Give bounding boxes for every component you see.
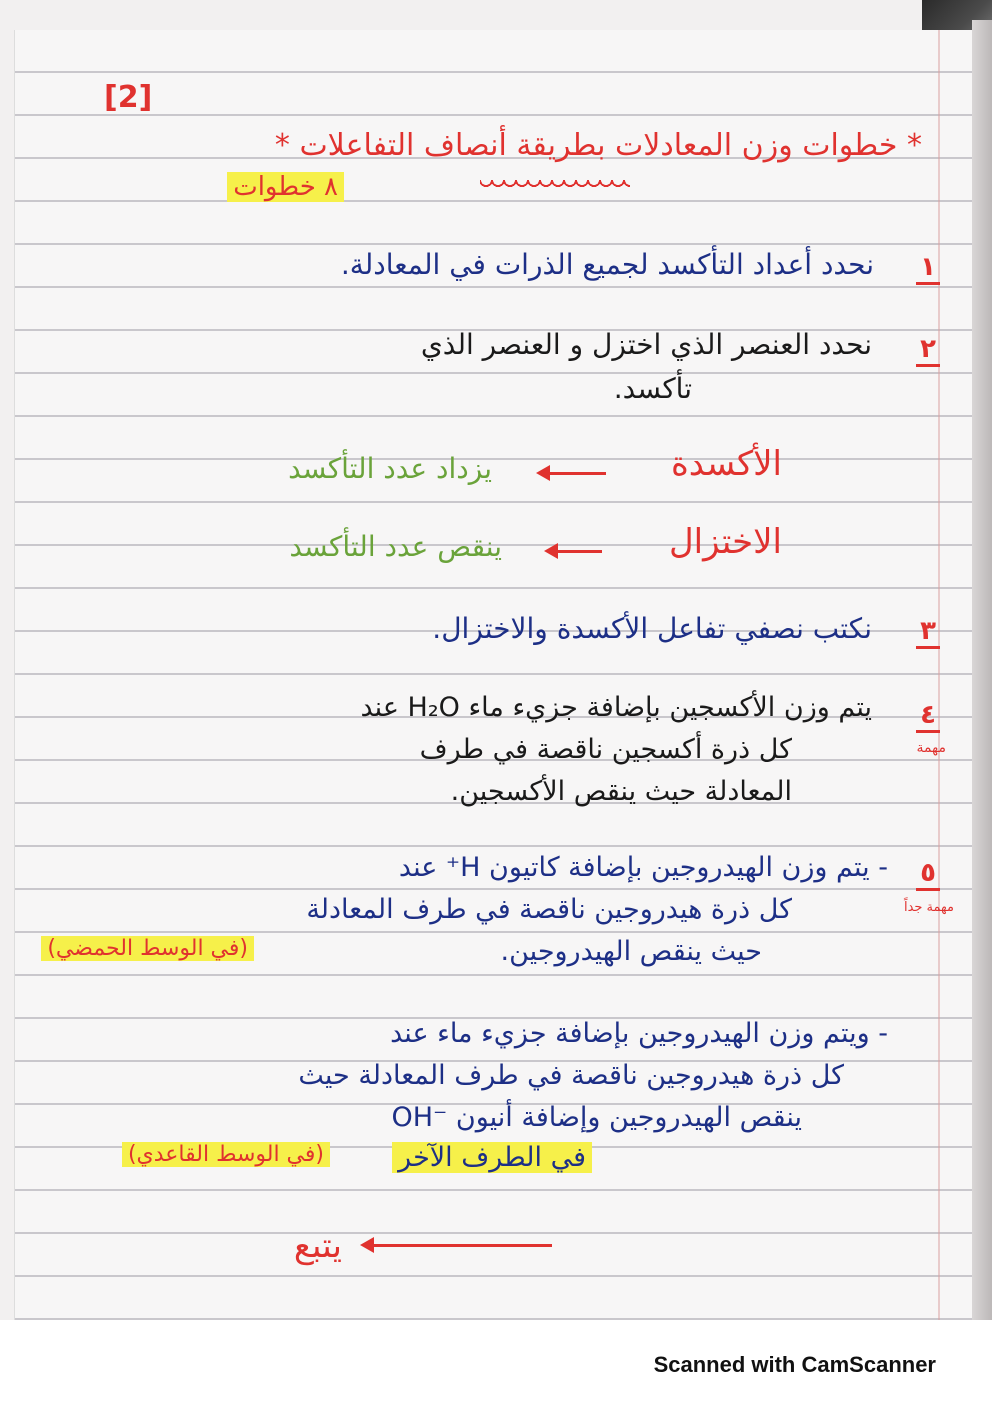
margin-line <box>938 30 940 1320</box>
arrow-reduction <box>556 550 602 553</box>
acid-medium-label: (في الوسط الحمضي) <box>41 936 254 961</box>
base-medium-label: (في الوسط القاعدي) <box>122 1142 330 1167</box>
step-2-number: ٢ <box>916 334 940 367</box>
step-2-line-1: نحدد العنصر الذي اختزل و العنصر الذي <box>420 328 872 361</box>
step-1-text: نحدد أعداد التأكسد لجميع الذرات في المعادلة. <box>340 248 874 281</box>
step-4-note: مهمة <box>916 740 946 756</box>
continue-arrow <box>372 1244 552 1247</box>
arrow-oxidation <box>548 472 606 475</box>
step-5-number: ٥ <box>916 858 940 891</box>
acid-line-2: كل ذرة هيدروجين ناقصة في طرف المعادلة <box>306 894 792 925</box>
step-4-line-2: كل ذرة أكسجين ناقصة في طرف <box>419 734 792 765</box>
step-1-number: ١ <box>916 252 940 285</box>
base-line-3: ينقص الهيدروجين وإضافة أنيون ⁻OH <box>391 1102 802 1133</box>
title-underline <box>480 180 630 190</box>
page-title: * خطوات وزن المعادلات بطريقة أنصاف التفاعلات * <box>274 128 922 163</box>
step-4-line-3: المعادلة حيث ينقص الأكسجين. <box>450 776 792 807</box>
term-reduction: الاختزال <box>668 522 782 562</box>
step-4-number: ٤ <box>916 700 940 733</box>
step-4-line-1: يتم وزن الأكسجين بإضافة جزيء ماء H₂O عند <box>360 692 872 723</box>
step-count-label: ٨ خطوات <box>227 172 344 202</box>
step-2-line-2: تأكسد. <box>613 372 692 405</box>
acid-line-3: حيث ينقص الهيدروجين. <box>500 936 762 967</box>
page-label: [2] <box>104 80 153 115</box>
meaning-reduction: ينقص عدد التأكسد <box>289 530 502 563</box>
scanner-watermark: Scanned with CamScanner <box>653 1352 936 1377</box>
meaning-oxidation: يزداد عدد التأكسد <box>288 452 492 485</box>
base-line-1: - ويتم وزن الهيدروجين بإضافة جزيء ماء عند <box>390 1018 888 1049</box>
step-5-note: مهمة جداً <box>903 900 954 915</box>
base-line-4: في الطرف الآخر <box>392 1142 592 1173</box>
step-3-text: نكتب نصفي تفاعل الأكسدة والاختزال. <box>432 612 872 645</box>
acid-line-1: - يتم وزن الهيدروجين بإضافة كاتيون H⁺ عند <box>398 852 888 883</box>
term-oxidation: الأكسدة <box>670 444 782 484</box>
step-3-number: ٣ <box>916 616 940 649</box>
continue-label: يتبع <box>293 1226 342 1266</box>
base-line-2: كل ذرة هيدروجين ناقصة في طرف المعادلة حيث <box>298 1060 844 1091</box>
page-edge <box>972 20 992 1320</box>
